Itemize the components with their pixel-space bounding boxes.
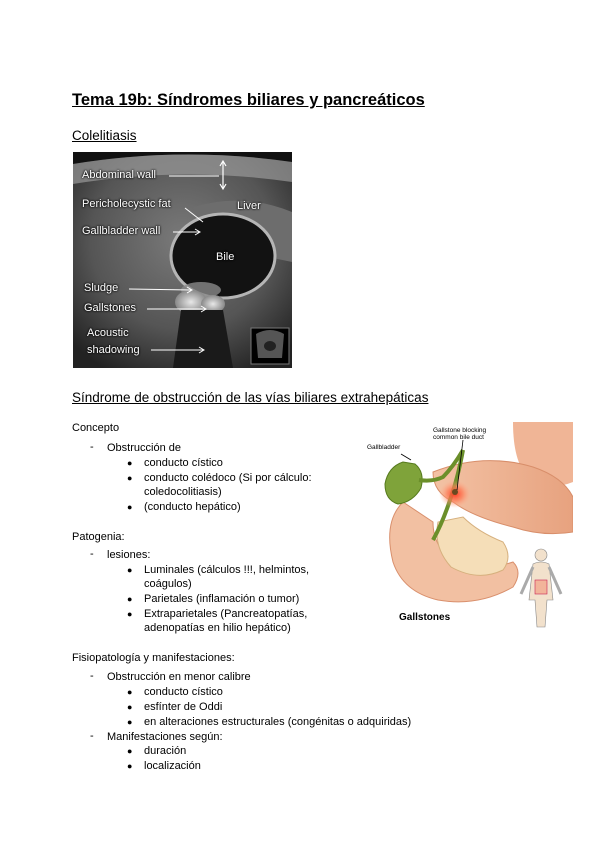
bullet-marker: ● xyxy=(127,594,133,604)
concepto-item: Obstrucción de xyxy=(107,442,181,454)
dash-marker: - xyxy=(90,441,94,453)
patogenia-item: lesiones: xyxy=(107,549,151,561)
fisio-bullet-5: localización xyxy=(144,760,201,772)
bullet-marker: ● xyxy=(127,687,133,697)
label-bile: Bile xyxy=(216,251,235,263)
illustration-caption: Gallstones xyxy=(399,612,451,623)
section-heading-obstruccion: Síndrome de obstrucción de las vías biliares extrahepáticas xyxy=(72,390,429,405)
bullet-marker: ● xyxy=(127,565,133,575)
label-abdominal-wall: Abdominal wall xyxy=(82,169,156,181)
fisio-bullet-3: en alteraciones estructurales (congénitas o adquiridas) xyxy=(144,716,412,728)
patogenia-bullet-3: Extraparietales (Pancreatopatías, xyxy=(144,608,308,620)
label-acoustic: Acoustic xyxy=(87,327,129,339)
label-blocking-line-2: common bile duct xyxy=(433,434,484,441)
bullet-marker: ● xyxy=(127,746,133,756)
ultrasound-image xyxy=(73,152,292,368)
bullet-marker: ● xyxy=(127,761,133,771)
bullet-marker: ● xyxy=(127,702,133,712)
label-shadowing: shadowing xyxy=(87,344,140,356)
gallstones-illustration xyxy=(363,422,573,634)
fisio-bullet-1: conducto cístico xyxy=(144,686,223,698)
fisio-item-2: Manifestaciones según: xyxy=(107,731,223,743)
patogenia-bullet-1-cont: coágulos) xyxy=(144,578,192,590)
patogenia-bullet-1: Luminales (cálculos !!!, helmintos, xyxy=(144,564,310,576)
patogenia-bullet-3-cont: adenopatías en hilio hepático) xyxy=(144,622,291,634)
label-patogenia: Patogenia: xyxy=(72,531,125,543)
label-concepto: Concepto xyxy=(72,422,120,434)
bullet-marker: ● xyxy=(127,717,133,727)
bullet-marker: ● xyxy=(127,502,133,512)
label-gallstones: Gallstones xyxy=(84,302,136,314)
label-sludge: Sludge xyxy=(84,282,119,294)
concepto-bullet-2-cont: coledocolitiasis) xyxy=(144,486,222,498)
label-fisiopatologia: Fisiopatología y manifestaciones: xyxy=(72,652,235,664)
bullet-marker: ● xyxy=(127,609,133,619)
label-gallbladder-wall: Gallbladder wall xyxy=(82,225,161,237)
label-blocking xyxy=(433,427,486,441)
label-gallbladder: Gallbladder xyxy=(367,444,401,451)
dash-marker: - xyxy=(90,670,94,682)
bullet-marker: ● xyxy=(127,458,133,468)
concepto-bullet-2: conducto colédoco (Si por cálculo: xyxy=(144,472,312,484)
label-pericholecystic-fat: Pericholecystic fat xyxy=(82,198,171,210)
fisio-item-1: Obstrucción en menor calibre xyxy=(107,671,251,683)
page-title: Tema 19b: Síndromes biliares y pancreáticos xyxy=(72,91,425,109)
section-heading-colelitiasis: Colelitiasis xyxy=(72,128,137,143)
concepto-bullet-3: (conducto hepático) xyxy=(144,501,241,513)
patogenia-bullet-2: Parietales (inflamación o tumor) xyxy=(144,593,300,605)
concepto-bullet-1: conducto cístico xyxy=(144,457,223,469)
label-liver: Liver xyxy=(237,200,261,212)
dash-marker: - xyxy=(90,730,94,742)
dash-marker: - xyxy=(90,548,94,560)
bullet-marker: ● xyxy=(127,473,133,483)
label-blocking-line-1: Gallstone blocking xyxy=(433,427,487,434)
fisio-bullet-2: esfínter de Oddi xyxy=(144,701,223,713)
fisio-bullet-4: duración xyxy=(144,745,187,757)
